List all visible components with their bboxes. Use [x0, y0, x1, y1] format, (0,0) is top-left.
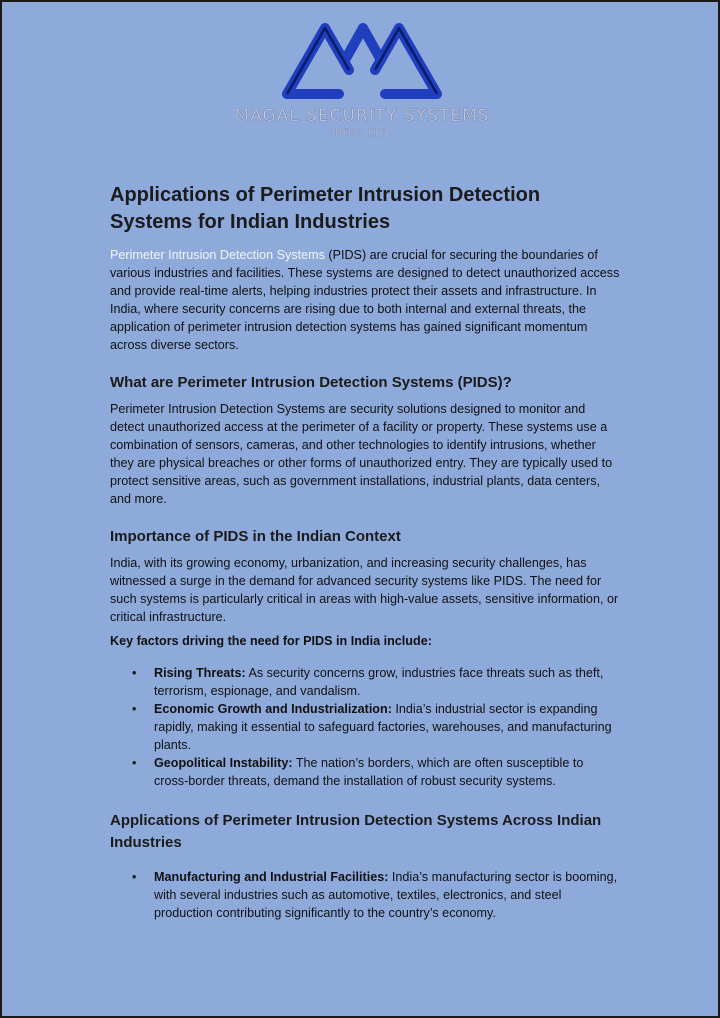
- key-factors-list: [110, 664, 620, 790]
- article-body: [110, 182, 620, 922]
- list-item-title: Manufacturing and Industrial Facilities:: [154, 870, 389, 884]
- bullet-icon: •: [132, 666, 137, 680]
- section-paragraph: Perimeter Intrusion Detection Systems are security solutions designed to monitor and detect unauthorized access at the perimeter of a facility or property. These systems use a combination of sensors, cameras, and other technologies to identify intrusions, whether they are physical breaches or other forms of unauthorized entry. They are typically used to protect sensitive areas, such as government installations, industrial plants, data centers, and more.: [110, 402, 613, 506]
- list-item-text: The nation’s borders, which are often susceptible to cross-border threats, demand the installation of robust security systems.: [154, 756, 584, 788]
- page-title: Applications of Perimeter Intrusion Detection Systems for Indian Industries: [110, 184, 541, 233]
- section-heading: What are Perimeter Intrusion Detection Systems (PIDS)?: [110, 374, 512, 391]
- list-item-title: Economic Growth and Industrialization:: [154, 702, 392, 716]
- list-item-text: India’s industrial sector is expanding rapidly, making it essential to safeguard factories, warehouses, and manufacturing plants.: [154, 702, 612, 752]
- section-importance: [110, 526, 620, 790]
- list-item: [110, 754, 620, 790]
- list-item-title: Geopolitical Instability:: [154, 756, 293, 770]
- section-heading: Importance of PIDS in the Indian Context: [110, 528, 401, 545]
- magal-logo-mark: [277, 16, 447, 104]
- logo-company-subtitle: INDIA LTD.: [330, 128, 394, 139]
- pids-link[interactable]: Perimeter Intrusion Detection Systems: [110, 248, 325, 262]
- bullet-icon: •: [132, 702, 137, 716]
- company-logo: [2, 16, 720, 139]
- list-item-text: As security concerns grow, industries face threats such as theft, terrorism, espionage, and vandalism.: [154, 666, 604, 698]
- bullet-icon: •: [132, 756, 137, 770]
- list-item: [110, 700, 620, 754]
- list-item: [110, 868, 620, 922]
- section-applications: [110, 810, 620, 922]
- list-item-title: Rising Threats:: [154, 666, 246, 680]
- section-paragraph: India, with its growing economy, urbanization, and increasing security challenges, has witnessed a surge in the demand for advanced security systems like PIDS. The need for such systems is particularly critical in areas with high-value assets, sensitive information, or critical infrastructure.: [110, 556, 619, 624]
- applications-list: [110, 868, 620, 922]
- section-heading: Applications of Perimeter Intrusion Detection Systems Across Indian Industries: [110, 812, 602, 851]
- bullet-icon: •: [132, 870, 137, 884]
- list-item-text: India’s manufacturing sector is booming, with several industries such as automotive, textiles, electronics, and steel production contributing significantly to the country’s economy.: [154, 870, 618, 920]
- logo-company-name: MAGAL SECURITY SYSTEMS: [234, 106, 490, 126]
- lead-text: (PIDS) are crucial for securing the boundaries of various industries and facilities. These systems are designed to detect unauthorized access and provide real-time alerts, helping industries protect their assets and infrastructure. In India, where security concerns are rising due to both internal and external threats, the application of perimeter intrusion detection systems has gained significant momentum across diverse sectors.: [110, 248, 620, 352]
- list-item: [110, 664, 620, 700]
- section-what-is-pids: [110, 372, 620, 508]
- lead-paragraph: [110, 246, 620, 354]
- key-factors-intro: Key factors driving the need for PIDS in India include:: [110, 634, 432, 648]
